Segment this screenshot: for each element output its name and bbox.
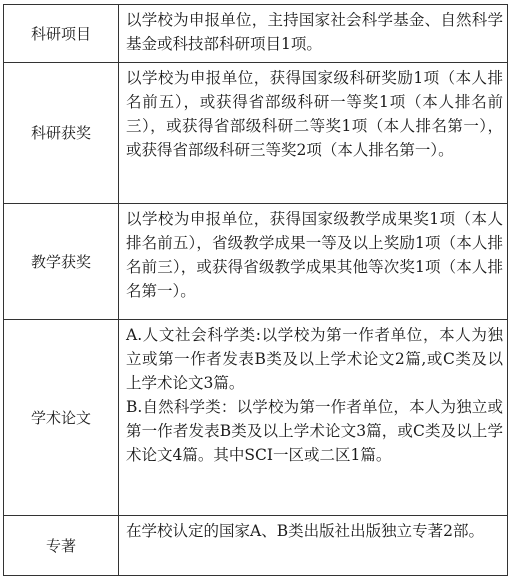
description-cell [119,204,508,320]
table-row [4,516,508,576]
category-cell: 科研获奖 [4,63,119,204]
description-cell [119,320,508,516]
category-cell: 专著 [4,516,119,576]
table-row [4,63,508,204]
criteria-table [3,4,508,576]
category-cell: 学术论文 [4,320,119,516]
category-cell: 科研项目 [4,5,119,63]
description-cell [119,5,508,63]
description-text: B.自然科学类：以学校为第一作者单位，本人为独立或第一作者发表B类及以上学术论文3篇，或C类及以上学术论文4篇。其中SCI一区或二区1篇。 [126,398,503,464]
description-text: 以学校为申报单位，获得国家级教学成果奖1项（本人排名前五），省级教学成果一等及以上奖励1项（本人排名前三），或获得省级教学成果其他等次奖1项（本人排名第一）。 [126,210,503,300]
table-row [4,320,508,516]
description-text: 以学校为申报单位，主持国家社会科学基金、自然科学基金或科技部科研项目1项。 [126,11,503,53]
description-cell [119,516,508,576]
description-cell [119,63,508,204]
description-text: 在学校认定的国家A、B类出版社出版独立专著2部。 [126,522,484,540]
description-text: 以学校为申报单位，获得国家级科研奖励1项（本人排名前五），或获得省部级科研一等奖1项（本人排名前三），或获得省部级科研二等奖1项（本人排名第一），或获得省部级科研三等奖2项（本人排名第一）。 [126,69,503,159]
table-row [4,5,508,63]
description-text: A.人文社会科学类:以学校为第一作者单位，本人为独立或第一作者发表B类及以上学术论文2篇,或C类及以上学术论文3篇。 [126,326,503,392]
category-cell: 教学获奖 [4,204,119,320]
table-row [4,204,508,320]
